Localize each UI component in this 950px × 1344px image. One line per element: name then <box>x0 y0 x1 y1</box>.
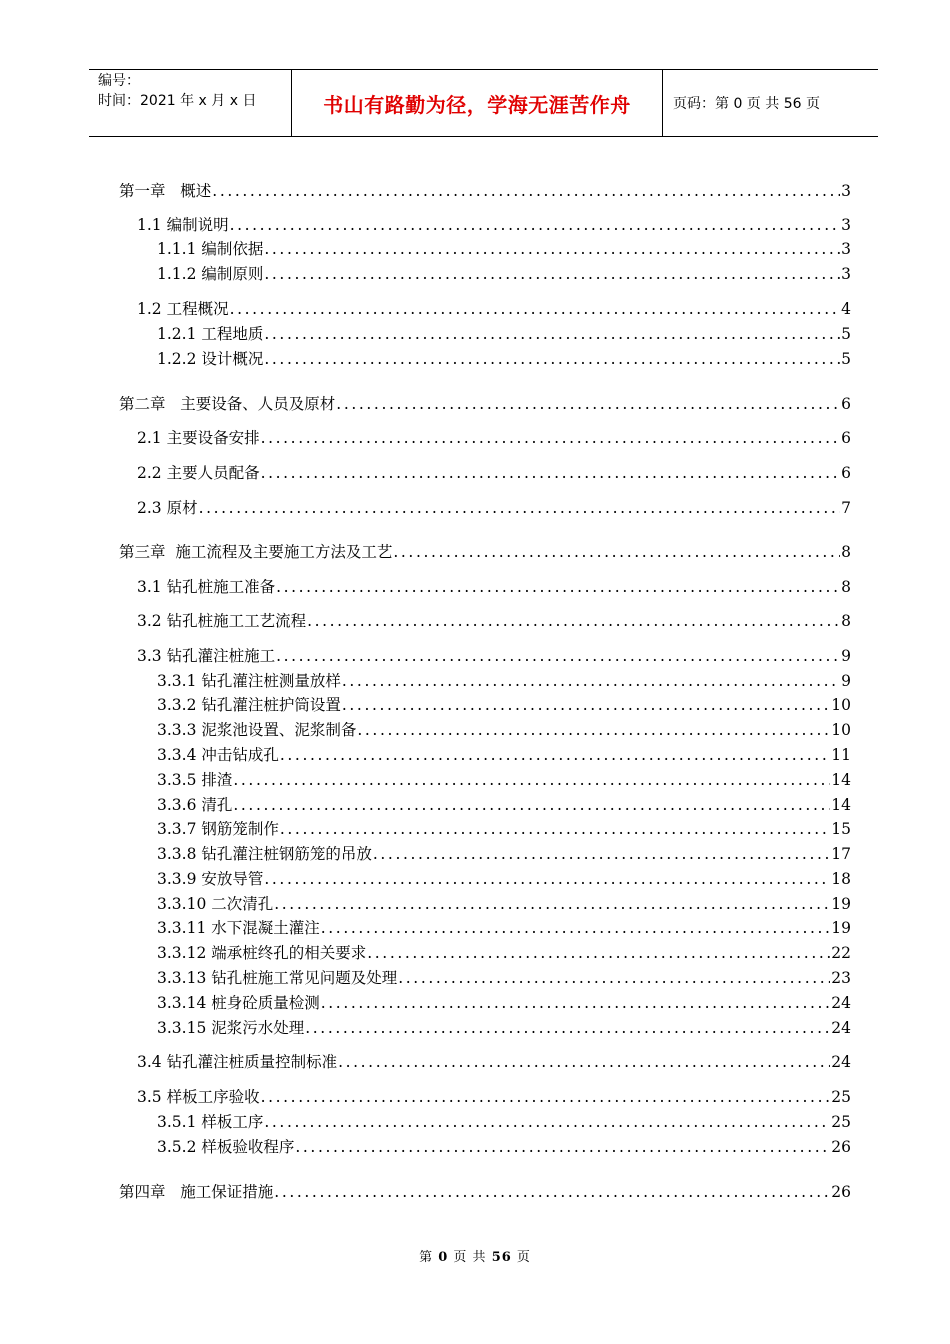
toc-entry[interactable] <box>119 180 851 202</box>
toc-entry-label: 3.5 样板工序验收 <box>137 1088 260 1106</box>
header-motto: 书山有路勤为径，学海无涯苦作舟 <box>291 70 663 136</box>
toc-leader-dots <box>264 323 840 345</box>
toc-entry[interactable] <box>157 348 851 370</box>
toc-entry[interactable] <box>157 1136 851 1158</box>
toc-entry-page: 18 <box>831 870 851 888</box>
toc-leader-dots <box>373 843 830 865</box>
toc-entry-label: 2.3 原材 <box>137 499 198 517</box>
toc-entry[interactable] <box>157 323 851 345</box>
toc-entry-label: 第二章 主要设备、人员及原材 <box>119 395 336 413</box>
toc-leader-dots <box>398 967 830 989</box>
toc-entry-page: 6 <box>841 464 851 482</box>
toc-entry-page: 14 <box>831 796 851 814</box>
toc-leader-dots <box>212 180 840 202</box>
toc-entry-page: 4 <box>841 300 851 318</box>
toc-entry-page: 24 <box>831 994 851 1012</box>
toc-entry[interactable] <box>157 719 851 741</box>
toc-leader-dots <box>264 238 840 260</box>
toc-leader-dots <box>264 1111 830 1133</box>
toc-entry-label: 3.3.2 钻孔灌注桩护筒设置 <box>157 696 341 714</box>
toc-leader-dots <box>199 497 841 519</box>
toc-leader-dots <box>357 719 830 741</box>
toc-entry-label: 2.1 主要设备安排 <box>137 429 260 447</box>
toc-entry[interactable] <box>157 893 851 915</box>
toc-entry-page: 6 <box>841 429 851 447</box>
toc-entry[interactable] <box>119 1181 851 1203</box>
toc-entry[interactable] <box>137 610 851 632</box>
toc-entry-label: 3.2 钻孔桩施工工艺流程 <box>137 612 307 630</box>
toc-leader-dots <box>274 1181 830 1203</box>
toc-leader-dots <box>336 393 840 415</box>
toc-entry-label: 1.2.2 设计概况 <box>157 350 264 368</box>
toc-entry-label: 1.1 编制说明 <box>137 216 229 234</box>
toc-entry-label: 2.2 主要人员配备 <box>137 464 260 482</box>
toc-entry-label: 3.3.7 钢筋笼制作 <box>157 820 279 838</box>
toc-leader-dots <box>261 462 841 484</box>
toc-entry[interactable] <box>137 462 851 484</box>
toc-leader-dots <box>233 769 830 791</box>
toc-leader-dots <box>261 1086 831 1108</box>
header-time-label: 时间：2021 年 x 月 x 日 <box>98 93 257 109</box>
toc-entry[interactable] <box>157 1017 851 1039</box>
toc-leader-dots <box>233 794 830 816</box>
toc-leader-dots <box>321 917 831 939</box>
toc-entry[interactable] <box>137 576 851 598</box>
toc-leader-dots <box>321 992 831 1014</box>
toc-entry-label: 3.3.12 端承桩终孔的相关要求 <box>157 944 367 962</box>
toc-entry[interactable] <box>137 298 851 320</box>
toc-entry[interactable] <box>157 843 851 865</box>
toc-leader-dots <box>280 744 830 766</box>
toc-leader-dots <box>230 298 841 320</box>
toc-leader-dots <box>264 348 840 370</box>
toc-entry-page: 26 <box>831 1183 851 1201</box>
footer-middle: 页 共 <box>453 1250 487 1265</box>
toc-entry-page: 5 <box>841 325 851 343</box>
toc-leader-dots <box>342 670 840 692</box>
toc-leader-dots <box>280 818 830 840</box>
toc-entry-page: 6 <box>841 395 851 413</box>
toc-entry[interactable] <box>157 917 851 939</box>
toc-entry-page: 14 <box>831 771 851 789</box>
toc-entry[interactable] <box>157 238 851 260</box>
toc-entry[interactable] <box>157 942 851 964</box>
toc-entry-label: 3.4 钻孔灌注桩质量控制标准 <box>137 1053 338 1071</box>
toc-entry-label: 第三章 施工流程及主要施工方法及工艺 <box>119 543 393 561</box>
toc-leader-dots <box>367 942 830 964</box>
toc-leader-dots <box>342 694 830 716</box>
toc-entry-page: 5 <box>841 350 851 368</box>
toc-entry-label: 1.2 工程概况 <box>137 300 229 318</box>
toc-entry-page: 9 <box>841 672 851 690</box>
toc-entry-label: 3.1 钻孔桩施工准备 <box>137 578 276 596</box>
toc-entry[interactable] <box>157 670 851 692</box>
toc-entry-label: 第一章 概述 <box>119 182 212 200</box>
toc-entry-page: 8 <box>841 612 851 630</box>
toc-entry[interactable] <box>157 967 851 989</box>
toc-entry-page: 24 <box>831 1019 851 1037</box>
toc-entry[interactable] <box>137 645 851 667</box>
toc-entry-page: 19 <box>831 895 851 913</box>
toc-entry[interactable] <box>137 1051 851 1073</box>
toc-entry-page: 22 <box>831 944 851 962</box>
toc-entry-page: 19 <box>831 919 851 937</box>
toc-entry[interactable] <box>157 868 851 890</box>
toc-entry-label: 3.3.8 钻孔灌注桩钢筋笼的吊放 <box>157 845 372 863</box>
toc-entry-label: 3.3.1 钻孔灌注桩测量放样 <box>157 672 341 690</box>
toc-entry-page: 11 <box>831 746 851 764</box>
toc-entry-label: 3.3.10 二次清孔 <box>157 895 274 913</box>
toc-entry-label: 3.3.9 安放导管 <box>157 870 264 888</box>
toc-entry-label: 3.3.4 冲击钻成孔 <box>157 746 279 764</box>
toc-entry-page: 3 <box>841 182 851 200</box>
toc-entry-label: 3.5.1 样板工序 <box>157 1113 264 1131</box>
toc-leader-dots <box>274 893 830 915</box>
toc-entry-page: 25 <box>831 1088 851 1106</box>
footer-total-pages: 56 <box>491 1250 512 1265</box>
toc-entry-label: 3.3.6 清孔 <box>157 796 233 814</box>
toc-leader-dots <box>276 645 840 667</box>
toc-leader-dots <box>295 1136 830 1158</box>
toc-entry-page: 25 <box>831 1113 851 1131</box>
toc-leader-dots <box>338 1051 830 1073</box>
toc-entry[interactable] <box>157 263 851 285</box>
toc-entry-page: 24 <box>831 1053 851 1071</box>
toc-entry-page: 26 <box>831 1138 851 1156</box>
toc-leader-dots <box>230 214 841 236</box>
toc-entry-page: 9 <box>841 647 851 665</box>
toc-entry[interactable] <box>157 992 851 1014</box>
toc-entry-label: 3.3.13 钻孔桩施工常见问题及处理 <box>157 969 398 987</box>
toc-entry-label: 1.2.1 工程地质 <box>157 325 264 343</box>
toc-entry-page: 8 <box>841 578 851 596</box>
toc-entry[interactable] <box>157 1111 851 1133</box>
toc-entry[interactable] <box>137 427 851 449</box>
toc-leader-dots <box>264 868 830 890</box>
toc-leader-dots <box>393 541 840 563</box>
toc-entry[interactable] <box>157 794 851 816</box>
toc-entry-label: 3.3.14 桩身砼质量检测 <box>157 994 320 1012</box>
toc-leader-dots <box>307 610 840 632</box>
toc-entry-label: 第四章 施工保证措施 <box>119 1183 274 1201</box>
toc-entry-page: 3 <box>841 216 851 234</box>
toc-leader-dots <box>276 576 840 598</box>
toc-entry-page: 3 <box>841 265 851 283</box>
page-footer <box>0 1246 950 1265</box>
toc-entry-label: 3.5.2 样板验收程序 <box>157 1138 295 1156</box>
toc-entry-page: 17 <box>831 845 851 863</box>
toc-entry-label: 3.3.5 排渣 <box>157 771 233 789</box>
toc-entry-page: 15 <box>831 820 851 838</box>
toc-entry[interactable] <box>137 497 851 519</box>
footer-current-page: 0 <box>438 1250 449 1265</box>
toc-entry[interactable] <box>119 393 851 415</box>
toc-entry-page: 3 <box>841 240 851 258</box>
toc-entry-label: 3.3.15 泥浆污水处理 <box>157 1019 305 1037</box>
toc-entry-label: 1.1.2 编制原则 <box>157 265 264 283</box>
toc-leader-dots <box>264 263 840 285</box>
toc-entry-page: 8 <box>841 543 851 561</box>
toc-entry[interactable] <box>137 214 851 236</box>
toc-entry-label: 3.3.3 泥浆池设置、泥浆制备 <box>157 721 357 739</box>
toc-entry[interactable] <box>137 1086 851 1108</box>
footer-suffix: 页 <box>516 1250 531 1265</box>
header-meta <box>89 70 291 136</box>
toc-entry-page: 23 <box>831 969 851 987</box>
toc-entry-label: 1.1.1 编制依据 <box>157 240 264 258</box>
toc-entry-label: 3.3 钻孔灌注桩施工 <box>137 647 276 665</box>
header-number-label: 编号： <box>98 73 140 89</box>
toc-entry[interactable] <box>119 541 851 563</box>
toc-entry[interactable] <box>157 818 851 840</box>
toc-entry[interactable] <box>157 769 851 791</box>
toc-leader-dots <box>305 1017 830 1039</box>
toc-leader-dots <box>261 427 841 449</box>
toc-entry-page: 10 <box>831 696 851 714</box>
header-page-info: 页码：第 0 页 共 56 页 <box>673 96 820 112</box>
toc-entry-page: 7 <box>841 499 851 517</box>
toc-entry[interactable] <box>157 694 851 716</box>
toc-entry[interactable] <box>157 744 851 766</box>
toc-entry-page: 10 <box>831 721 851 739</box>
footer-prefix: 第 <box>419 1250 434 1265</box>
toc-entry-label: 3.3.11 水下混凝土灌注 <box>157 919 320 937</box>
document-header <box>89 69 878 137</box>
